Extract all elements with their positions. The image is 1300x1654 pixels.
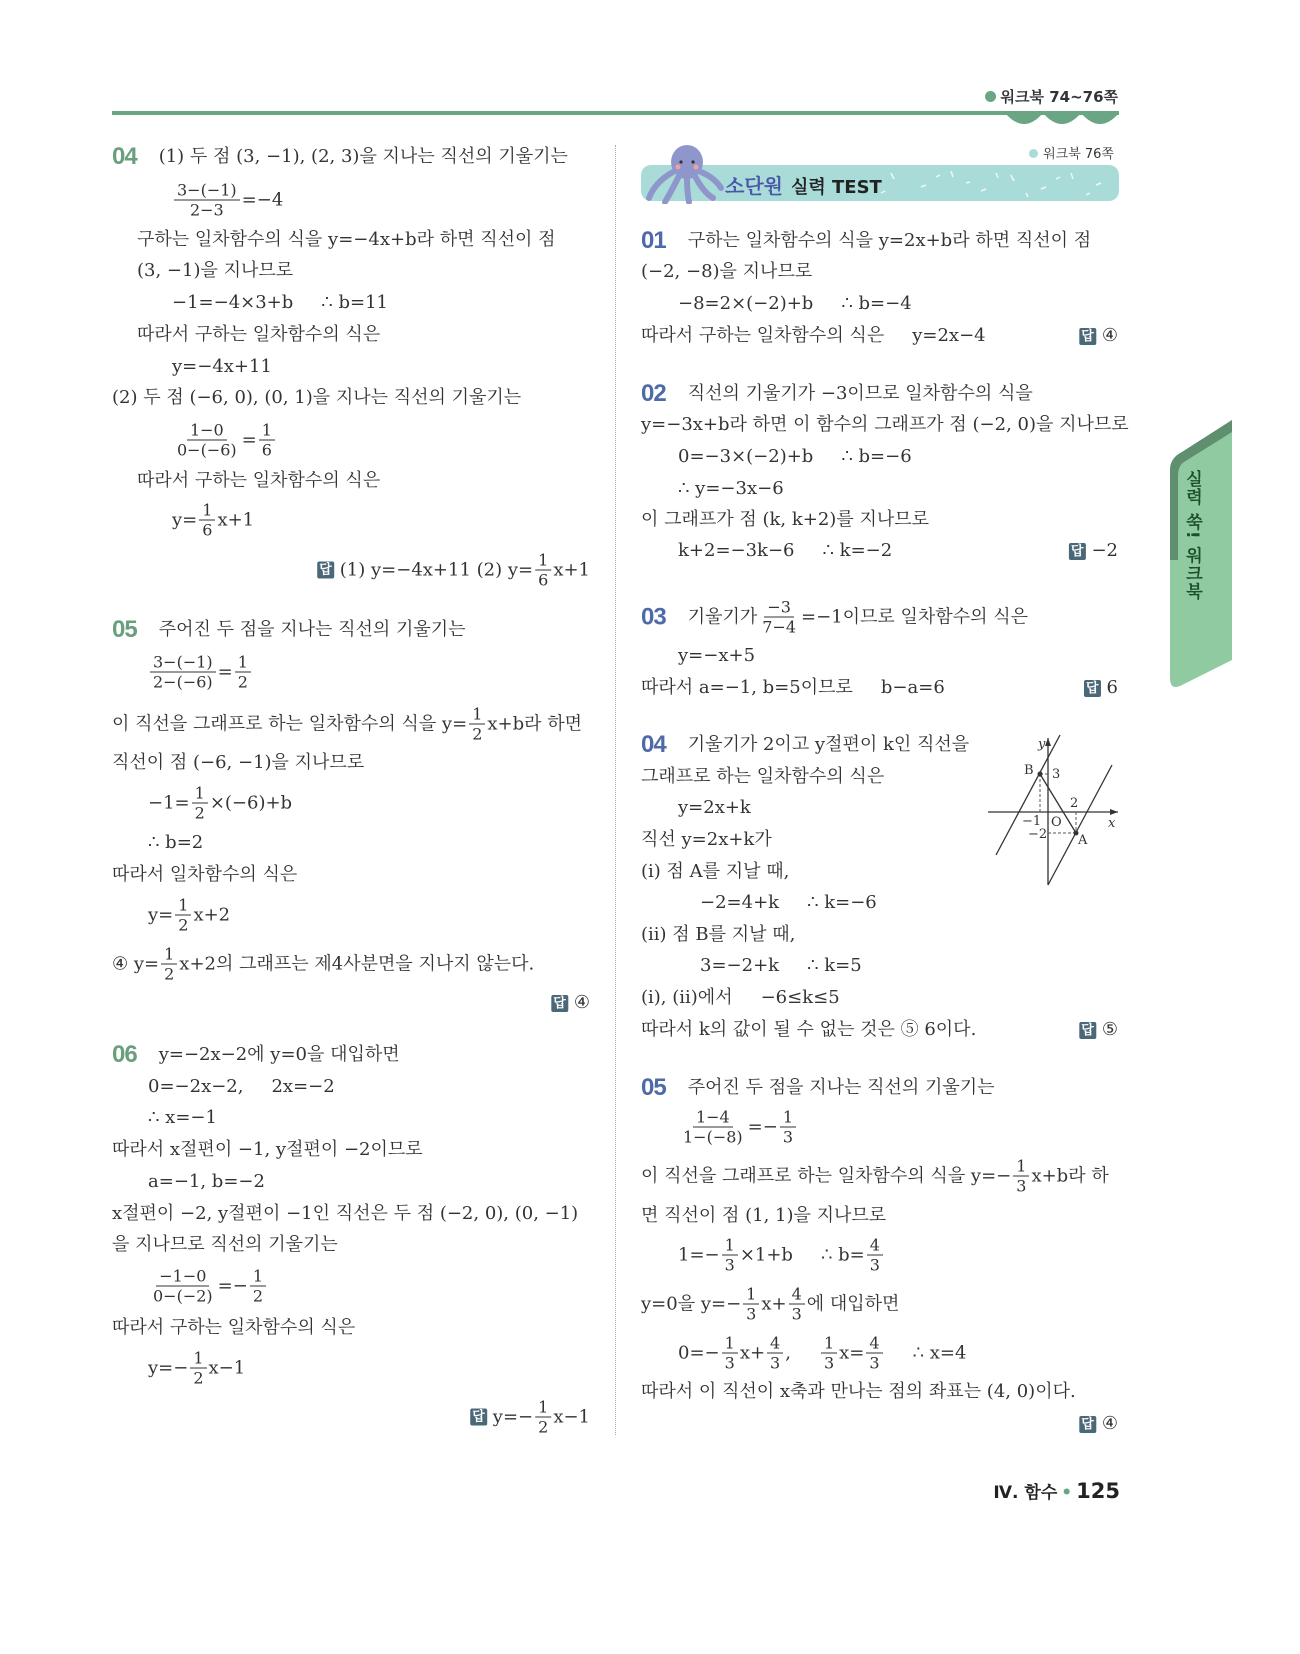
- denominator: 0−(−2): [153, 1286, 213, 1306]
- numerator: 4: [789, 1285, 805, 1305]
- text-segment: 따라서 이 직선이 x축과 만나는 점의 좌표는 (4, 0)이다.: [641, 1381, 1076, 1402]
- text-segment: 에 대입하면: [806, 1293, 900, 1314]
- fraction: [150, 1267, 216, 1306]
- fraction: [866, 1334, 882, 1373]
- denominator: 2: [237, 672, 248, 692]
- text-segment: 구하는 일차함수의 식을 y=2x+b라 하면 직선이 점: [687, 230, 1092, 251]
- tick-3: 3: [1052, 767, 1061, 782]
- text-line: [112, 864, 297, 886]
- denominator: 2−(−6): [153, 672, 213, 692]
- fraction: [743, 1285, 759, 1324]
- page-number: 125: [1076, 1479, 1120, 1503]
- text-segment: ,: [785, 1342, 791, 1363]
- denominator: 0−(−6): [177, 440, 237, 460]
- text-segment: y=2x−4: [912, 325, 986, 346]
- header-scallop-decoration: [1005, 113, 1119, 129]
- text-line: [551, 992, 590, 1014]
- fraction: [867, 1236, 883, 1275]
- text-segment: ∴ b=2: [148, 832, 204, 853]
- text-line: [317, 551, 590, 590]
- text-line: [148, 784, 292, 823]
- denominator: 3: [724, 1255, 735, 1275]
- text-line: [641, 1381, 1076, 1403]
- text-segment: y=−: [492, 1406, 534, 1427]
- text-segment: ∴ y=−3x−6: [678, 478, 784, 499]
- text-line: [470, 1398, 590, 1437]
- problem-number: 03: [641, 603, 666, 630]
- text-segment: =: [241, 429, 257, 450]
- text-line: [137, 260, 293, 282]
- text-segment: 구하는 일차함수의 식을 y=−4x+b라 하면 직선이 점: [137, 229, 556, 250]
- text-segment: (3, −1)을 지나므로: [137, 260, 294, 281]
- text-segment: 따라서 x절편이 −1, y절편이 −2이므로: [112, 1139, 423, 1160]
- text-segment: =−: [217, 1275, 248, 1296]
- text-segment: b−a=6: [880, 677, 945, 698]
- header-rule: [112, 111, 1119, 115]
- text-segment: x+b라 하: [1031, 1165, 1109, 1186]
- text-segment: 주어진 두 점을 지나는 직선의 기울기는: [158, 619, 466, 640]
- text-line: [148, 896, 230, 935]
- answer-badge: 답: [1081, 1022, 1094, 1038]
- denominator: 3: [724, 1353, 735, 1373]
- text-segment: (−2, −8)을 지나므로: [641, 261, 813, 282]
- numerator: 4: [867, 1236, 883, 1256]
- bullet-icon: [985, 91, 996, 102]
- fraction: [199, 501, 215, 540]
- denominator: 2: [472, 724, 483, 744]
- text-segment: ④ y=: [112, 953, 160, 974]
- text-line: [148, 1076, 335, 1098]
- problem-number: 04: [641, 731, 666, 758]
- text-segment: =−4: [241, 189, 284, 210]
- text-line: [148, 1107, 217, 1129]
- text-segment: x−1: [208, 1357, 246, 1378]
- numerator: 1: [535, 1398, 551, 1418]
- text-segment: ④: [573, 992, 590, 1013]
- text-segment: 직선이 점 (−6, −1)을 지나므로: [112, 752, 365, 773]
- fraction: [780, 1108, 796, 1147]
- point-b: [1038, 772, 1043, 777]
- text-segment: 직선의 기울기가 −3이므로 일차함수의 식을: [687, 383, 1033, 404]
- text-segment: 그래프로 하는 일차함수의 식은: [641, 766, 885, 787]
- text-segment: ∴ k=5: [807, 955, 862, 976]
- text-segment: y=−x+5: [678, 645, 756, 666]
- fraction: [821, 1334, 837, 1373]
- text-segment: x+1: [553, 559, 590, 580]
- text-segment: ④: [1101, 1413, 1118, 1434]
- text-segment: 이 직선을 그래프로 하는 일차함수의 식을 y=: [112, 713, 468, 734]
- answer-badge: 답: [553, 995, 566, 1011]
- text-segment: 기울기가: [687, 606, 758, 627]
- denominator: 2: [194, 803, 205, 823]
- text-line: [148, 1171, 265, 1193]
- text-line: [112, 1317, 355, 1339]
- text-segment: y=: [172, 509, 198, 530]
- text-line: [641, 766, 884, 788]
- text-segment: 기울기가 2이고 y절편이 k인 직선을: [687, 734, 970, 755]
- text-segment: k+2=−3k−6: [678, 540, 795, 561]
- workbook-page-ref: 워크북 74~76쪽: [985, 86, 1119, 107]
- answer-badge: 답: [1070, 543, 1084, 559]
- text-segment: x+b라 하면: [487, 713, 583, 734]
- denominator: 1−(−8): [683, 1127, 743, 1147]
- text-line: [172, 421, 277, 460]
- text-line: [112, 1203, 578, 1225]
- section-workbook-ref: 워크북 76쪽: [1029, 143, 1114, 162]
- text-line: [148, 1267, 268, 1306]
- text-segment: −6≤k≤5: [760, 987, 840, 1008]
- text-segment: 면 직선이 점 (1, 1)을 지나므로: [641, 1205, 887, 1226]
- numerator: 1: [469, 705, 485, 725]
- graph-figure: [980, 730, 1125, 890]
- denominator: 3: [869, 1255, 880, 1275]
- numerator: 1: [1013, 1157, 1029, 1177]
- text-line: [641, 1205, 886, 1227]
- text-segment: =: [217, 661, 233, 682]
- numerator: 3−(−1): [150, 653, 216, 673]
- numerator: 3−(−1): [174, 181, 240, 201]
- text-segment: ⑤: [1101, 1019, 1118, 1040]
- fraction: [535, 551, 551, 590]
- text-segment: −2: [1091, 540, 1118, 561]
- text-line: [1079, 325, 1118, 347]
- text-line: [172, 501, 254, 540]
- fraction: [235, 653, 251, 692]
- text-line: [1079, 1019, 1118, 1041]
- page-footer: Ⅳ. 함수 • 125: [993, 1479, 1120, 1503]
- answer-badge: 답: [319, 562, 332, 578]
- denominator: 2: [178, 915, 189, 935]
- text-segment: y=−2x−2에 y=0을 대입하면: [158, 1044, 400, 1065]
- numerator: 1: [199, 501, 215, 521]
- denominator: 3: [746, 1304, 757, 1324]
- text-line: [678, 478, 784, 500]
- fraction: [789, 1285, 805, 1324]
- text-line: [172, 181, 283, 220]
- text-segment: 0=−3×(−2)+b: [678, 446, 814, 467]
- denominator: 6: [538, 570, 549, 590]
- denominator: 2: [252, 1286, 264, 1306]
- y-axis-label: y: [1038, 737, 1046, 752]
- text-segment: (1) 두 점 (3, −1), (2, 3)을 지나는 직선의 기울기는: [158, 146, 568, 167]
- text-segment: y=−3x+b라 하면 이 함수의 그래프가 점 (−2, 0)을 지나므로: [641, 414, 1129, 435]
- text-line: [641, 677, 945, 699]
- answer-badge: 답: [1081, 328, 1094, 344]
- numerator: −3: [764, 598, 794, 618]
- fraction: [759, 598, 799, 637]
- numerator: 1: [235, 653, 251, 673]
- denominator: 7−4: [762, 617, 797, 637]
- numerator: 1: [743, 1285, 759, 1305]
- fraction: [190, 1349, 206, 1388]
- problem-number: 02: [641, 380, 666, 407]
- text-segment: 1=−: [678, 1244, 720, 1265]
- numerator: 1: [821, 1334, 837, 1354]
- fraction: [722, 1334, 738, 1373]
- numerator: 1: [175, 896, 191, 916]
- numerator: −1−0: [156, 1267, 209, 1287]
- text-segment: ∴ k=−2: [822, 540, 893, 561]
- fraction: [1013, 1157, 1029, 1196]
- text-line: [641, 509, 929, 531]
- problem-number: 04: [112, 143, 137, 170]
- fraction: [174, 181, 240, 220]
- text-segment: ④: [1101, 325, 1118, 346]
- denominator: 2: [164, 964, 175, 984]
- text-segment: y=−4x+11: [172, 356, 272, 377]
- problem-number: 05: [112, 616, 137, 643]
- denominator: 2: [193, 1368, 204, 1388]
- text-segment: x+: [739, 1342, 766, 1363]
- text-line: [641, 924, 795, 946]
- text-segment: 따라서 구하는 일차함수의 식은: [112, 1317, 356, 1338]
- answer-badge: 답: [1081, 1416, 1094, 1432]
- numerator: 1: [259, 421, 275, 441]
- fraction: [259, 421, 275, 460]
- text-segment: (i) 점 A를 지날 때,: [641, 861, 790, 882]
- fraction: [150, 653, 216, 692]
- text-line: [678, 1334, 966, 1373]
- text-segment: 0=−: [678, 1342, 720, 1363]
- text-line: [678, 1236, 885, 1275]
- text-line: [112, 705, 582, 744]
- section-title: 소단원 실력 TEST: [725, 174, 882, 198]
- text-line: [148, 832, 203, 854]
- text-line: [641, 325, 986, 347]
- octopus-mascot-icon: [645, 142, 725, 204]
- numerator: 1−4: [693, 1108, 733, 1128]
- text-segment: −2=4+k: [700, 892, 780, 913]
- numerator: 1: [250, 1267, 266, 1287]
- numerator: 1−0: [187, 421, 227, 441]
- numerator: 1: [722, 1334, 738, 1354]
- text-line: [641, 227, 1092, 254]
- text-line: [700, 892, 877, 914]
- text-segment: ∴ b=: [820, 1244, 865, 1265]
- denominator: 2: [538, 1417, 549, 1437]
- text-line: [112, 1041, 400, 1068]
- text-line: [641, 380, 1033, 407]
- text-segment: ∴ x=4: [912, 1342, 967, 1363]
- text-segment: x−1: [553, 1406, 590, 1427]
- text-line: [1084, 677, 1118, 699]
- side-tab-label: 실력 쑥! 워크북: [1182, 470, 1202, 601]
- text-segment: x+2: [193, 904, 231, 925]
- text-segment: (1) y=−4x+11 (2) y=: [339, 559, 534, 580]
- text-line: [137, 324, 380, 346]
- text-line: [1079, 1413, 1118, 1435]
- text-segment: ∴ b=−4: [841, 293, 912, 314]
- text-segment: 이 그래프가 점 (k, k+2)를 지나므로: [641, 509, 929, 530]
- text-segment: x+1: [217, 509, 255, 530]
- fraction: [174, 421, 240, 460]
- text-segment: 주어진 두 점을 지나는 직선의 기울기는: [687, 1077, 995, 1098]
- x-axis-label: x: [1108, 816, 1116, 831]
- text-segment: x=: [839, 1342, 865, 1363]
- denominator: 3: [782, 1127, 794, 1147]
- text-segment: x+: [761, 1293, 787, 1314]
- denominator: 3: [869, 1353, 880, 1373]
- text-segment: 을 지나므로 직선의 기울기는: [112, 1234, 338, 1255]
- label-a: A: [1078, 833, 1088, 848]
- text-line: [641, 261, 812, 283]
- text-segment: 직선 y=2x+k가: [641, 829, 772, 850]
- fraction: [680, 1108, 746, 1147]
- denominator: 3: [823, 1353, 835, 1373]
- text-segment: ∴ b=11: [321, 292, 388, 313]
- text-line: [148, 653, 253, 692]
- text-line: [678, 446, 912, 468]
- text-segment: −1=−4×3+b: [172, 292, 294, 313]
- denominator: 6: [202, 520, 213, 540]
- text-segment: (ii) 점 B를 지날 때,: [641, 924, 796, 945]
- text-line: [641, 1157, 1109, 1196]
- text-segment: ∴ x=−1: [148, 1107, 217, 1128]
- text-line: [172, 292, 388, 314]
- fraction: [192, 784, 208, 823]
- text-segment: y=−: [148, 1357, 189, 1378]
- text-segment: 따라서 구하는 일차함수의 식은: [137, 470, 381, 491]
- numerator: 4: [767, 1334, 783, 1354]
- fraction: [161, 945, 177, 984]
- text-line: [112, 752, 364, 774]
- text-segment: y=0을 y=−: [641, 1293, 742, 1314]
- text-segment: −8=2×(−2)+b: [678, 293, 814, 314]
- text-segment: ∴ k=−6: [807, 892, 877, 913]
- text-line: [112, 945, 534, 984]
- text-line: [112, 616, 466, 643]
- denominator: 3: [770, 1353, 781, 1373]
- numerator: 1: [161, 945, 177, 965]
- text-segment: 0=−2x−2,: [148, 1076, 244, 1097]
- text-segment: (2) 두 점 (−6, 0), (0, 1)을 지나는 직선의 기울기는: [112, 387, 522, 408]
- text-line: [641, 1285, 899, 1324]
- bullet-icon: •: [1061, 1483, 1073, 1503]
- numerator: 1: [535, 551, 551, 571]
- tick-neg1: −1: [1022, 814, 1042, 829]
- text-line: [137, 229, 555, 251]
- text-segment: 6: [1106, 677, 1118, 698]
- text-segment: y=: [148, 904, 174, 925]
- text-segment: −1=: [148, 792, 190, 813]
- text-line: [641, 598, 1028, 637]
- text-segment: ×1+b: [739, 1244, 793, 1265]
- text-line: [112, 143, 568, 170]
- text-line: [641, 414, 1129, 436]
- tick-neg2: −2: [1028, 827, 1048, 842]
- text-line: [641, 861, 789, 883]
- text-line: [1069, 540, 1118, 562]
- text-segment: a=−1, b=−2: [148, 1171, 265, 1192]
- text-line: [112, 1234, 338, 1256]
- numerator: 1: [780, 1108, 796, 1128]
- fraction: [175, 896, 191, 935]
- text-segment: =−1이므로 일차함수의 식은: [801, 606, 1028, 627]
- numerator: 1: [192, 784, 208, 804]
- fraction: [535, 1398, 551, 1437]
- problem-number: 01: [641, 227, 666, 254]
- fraction: [767, 1334, 783, 1373]
- fraction: [250, 1267, 266, 1306]
- text-segment: 2x=−2: [271, 1076, 335, 1097]
- numerator: 1: [722, 1236, 738, 1256]
- text-segment: 따라서 구하는 일차함수의 식은: [137, 324, 381, 345]
- text-line: [641, 987, 840, 1009]
- bullet-icon: [1029, 149, 1038, 158]
- answer-badge: 답: [472, 1409, 485, 1425]
- problem-number: 06: [112, 1041, 137, 1068]
- text-line: [112, 1139, 423, 1161]
- text-segment: ∴ b=−6: [841, 446, 912, 467]
- text-segment: 이 직선을 그래프로 하는 일차함수의 식을 y=−: [641, 1165, 1012, 1186]
- text-segment: ×(−6)+b: [209, 792, 293, 813]
- text-line: [172, 356, 272, 378]
- origin-label: O: [1051, 815, 1062, 830]
- text-line: [700, 955, 862, 977]
- denominator: 6: [261, 440, 272, 460]
- text-segment: 따라서 구하는 일차함수의 식은: [641, 325, 885, 346]
- text-line: [137, 470, 380, 492]
- fraction: [722, 1236, 738, 1275]
- text-line: [678, 645, 755, 667]
- text-segment: 3=−2+k: [700, 955, 780, 976]
- text-line: [148, 1349, 245, 1388]
- text-line: [641, 1019, 976, 1041]
- column-divider: [615, 145, 616, 1435]
- text-line: [678, 1108, 798, 1147]
- text-line: [678, 540, 892, 562]
- text-segment: x+2의 그래프는 제4사분면을 지나지 않는다.: [179, 953, 535, 974]
- tick-2: 2: [1070, 796, 1079, 811]
- text-line: [641, 1074, 995, 1101]
- text-line: [678, 797, 751, 819]
- text-line: [678, 293, 912, 315]
- text-segment: x절편이 −2, y절편이 −1인 직선은 두 점 (−2, 0), (0, −1): [112, 1203, 579, 1224]
- denominator: 3: [791, 1304, 802, 1324]
- answer-badge: 답: [1085, 680, 1099, 696]
- text-segment: 따라서 일차함수의 식은: [112, 864, 298, 885]
- label-b: B: [1024, 763, 1034, 778]
- problem-number: 05: [641, 1074, 666, 1101]
- text-segment: 따라서 a=−1, b=5이므로: [641, 677, 853, 698]
- numerator: 4: [866, 1334, 882, 1354]
- text-segment: (i), (ii)에서: [641, 987, 733, 1008]
- text-segment: y=2x+k: [678, 797, 751, 818]
- numerator: 1: [190, 1349, 206, 1369]
- text-line: [641, 731, 970, 758]
- text-segment: =−: [747, 1116, 778, 1137]
- denominator: 2−3: [189, 200, 224, 220]
- text-line: [641, 829, 772, 851]
- text-line: [112, 387, 521, 409]
- denominator: 3: [1016, 1176, 1027, 1196]
- fraction: [469, 705, 485, 744]
- text-segment: 따라서 k의 값이 될 수 없는 것은 ⑤ 6이다.: [641, 1019, 977, 1040]
